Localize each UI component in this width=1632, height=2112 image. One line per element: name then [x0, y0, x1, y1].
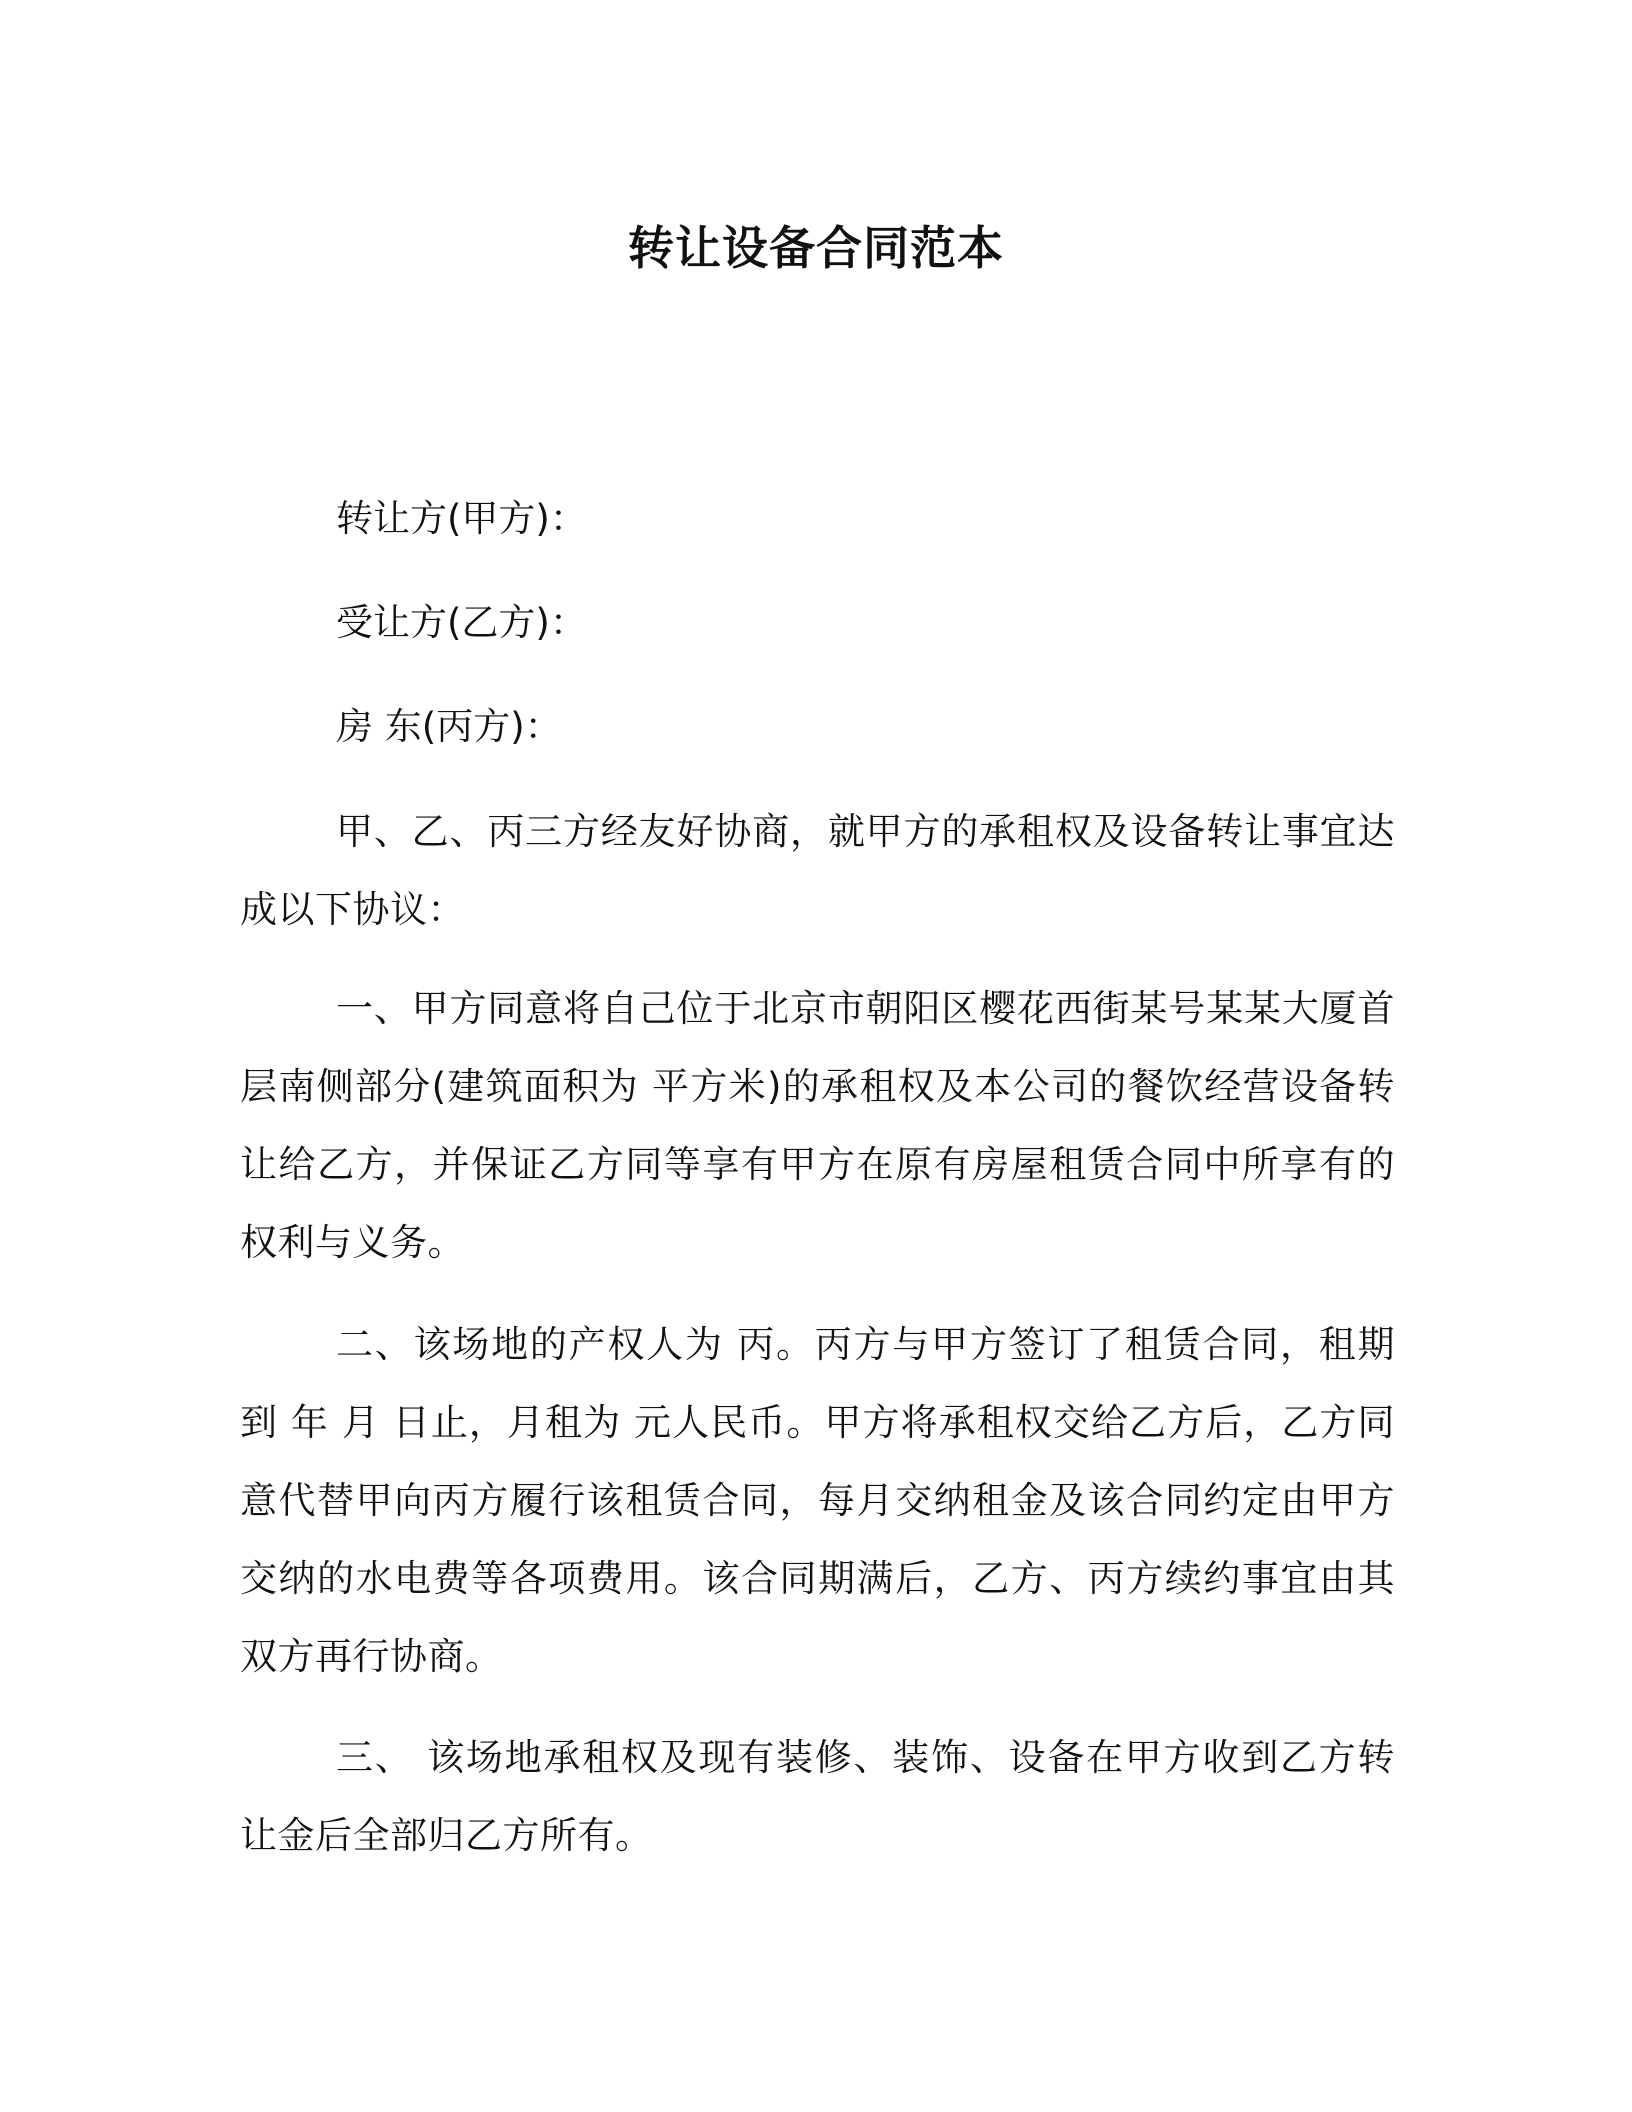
- clause-3: 三、 该场地承租权及现有装修、装饰、设备在甲方收到乙方转让金后全部归乙方所有。: [240, 1736, 1395, 1857]
- clause-2: 二、该场地的产权人为 丙。丙方与甲方签订了租赁合同，租期到 年 月 日止，月租为 元人民币。甲方将承租权交给乙方后，乙方同意代替甲向丙方履行该租赁合同，每月交纳租金及该合同约定由甲方交纳的水电费等各项费用。该合同期满后，乙方、丙方续约事宜由其双方再行协商。: [240, 1323, 1395, 1678]
- clause-1: 一、甲方同意将自己位于北京市朝阳区樱花西街某号某某大厦首层南侧部分(建筑面积为 平方米)的承租权及本公司的餐饮经营设备转让给乙方，并保证乙方同等享有甲方在原有房屋租赁合同中所享有的权利与义务。: [240, 987, 1395, 1264]
- landlord-line: 房 东(丙方)：: [336, 705, 562, 748]
- document-title: 转让设备合同范本: [628, 221, 1004, 275]
- transferee-line: 受让方(乙方)：: [336, 601, 587, 644]
- intro-paragraph: 甲、乙、丙三方经友好协商，就甲方的承租权及设备转让事宜达成以下协议：: [240, 810, 1395, 931]
- transferor-line: 转让方(甲方)：: [336, 497, 587, 540]
